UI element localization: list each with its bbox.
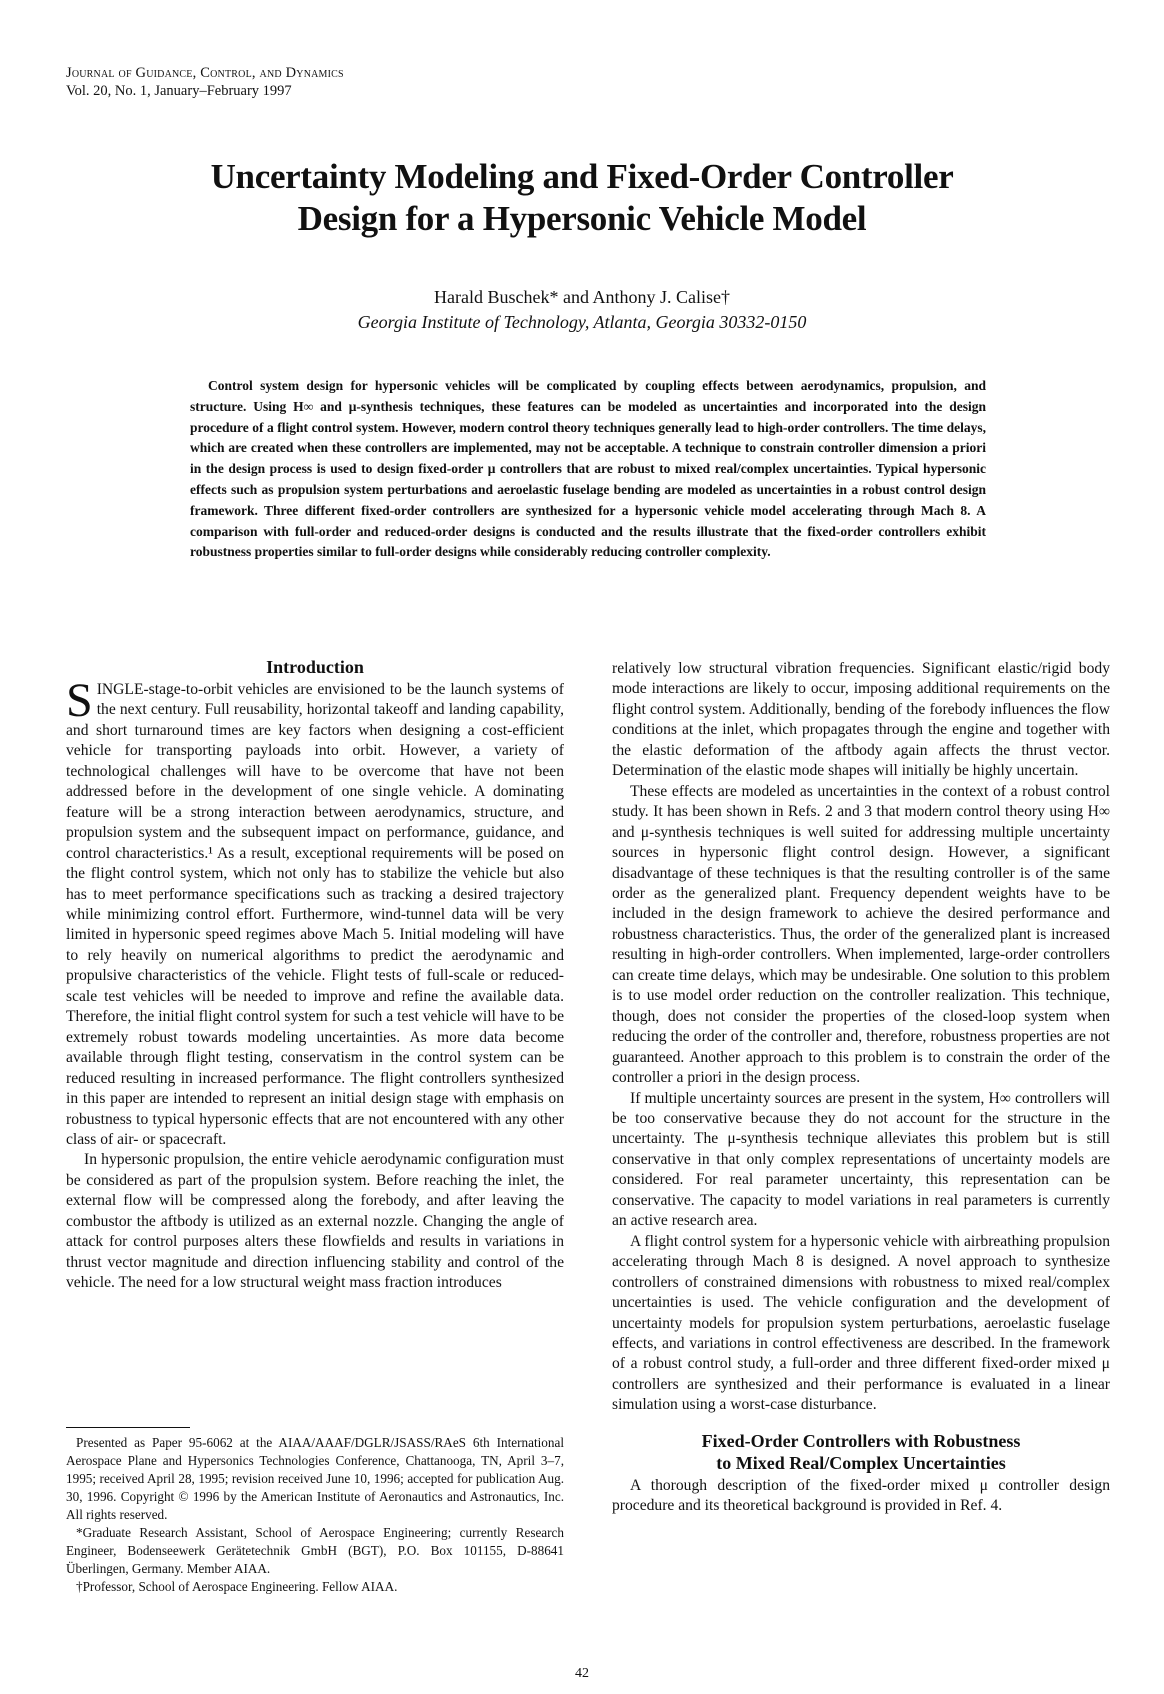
section-2-heading xyxy=(612,1430,1110,1474)
drop-cap: S xyxy=(66,674,93,727)
left-column xyxy=(66,656,564,1294)
author-names: Harald Buschek* and Anthony J. Calise† xyxy=(434,287,730,307)
right-paragraph-3: If multiple uncertainty sources are present in the system, H∞ controllers will be too conservative because they do not account for the structure in the uncertainty. The μ-synthesis technique alleviates this problem but is still conservative in that only complex representations of uncertainty models are considered. For real parameter uncertainty, this representation can be conservative. The capacity to model variations in real parameters is currently an active research area. xyxy=(612,1089,1110,1230)
journal-header xyxy=(66,64,344,100)
page-number: 42 xyxy=(575,1666,589,1681)
title-line-1: Uncertainty Modeling and Fixed-Order Controller xyxy=(210,157,954,196)
right-paragraph-2: These effects are modeled as uncertainties in the context of a robust control study. It has been shown in Refs. 2 and 3 that modern control theory using H∞ and μ-synthesis techniques is well suited for addressing multiple uncertainty sources in hypersonic flight control design. However, a significant disadvantage of these techniques is that the resulting controller is of the same order as the generalized plant. Frequency dependent weights have to be included in the design framework to achieve the desired performance and robustness characteristics. Thus, the order of the generalized plant is increased resulting in high-order controllers. When implemented, large-order controllers can create time delays, which may be undesirable. One solution to this problem is to use model order reduction on the controller realization. This technique, though, does not consider the properties of the closed-loop system when reducing the order of the controller and, therefore, robustness properties are not guaranteed. Another approach to this problem is to constrain the order of the controller a priori in the design process. xyxy=(612,782,1110,1087)
footnote-author-2: †Professor, School of Aerospace Engineering. Fellow AIAA. xyxy=(76,1579,398,1594)
intro-paragraph-1-text: INGLE-stage-to-orbit vehicles are envisioned to be the launch systems of the next century. Full reusability, horizontal takeoff and landing capability, and short turnaround times are key factors when designing a cost-efficient vehicle for transporting payloads into orbit. However, a variety of technological challenges will have to be overcome that have not been addressed before in the development of one single vehicle. A dominating feature will be a strong interaction between aerodynamics, structure, and propulsion system and the subsequent impact on performance, guidance, and control characteristics.¹ As a result, exceptional requirements will be posed on the flight control system, which not only has to stabilize the vehicle but also has to meet performance specifications such as tracking a desired trajectory while minimizing control effort. Furthermore, wind-tunnel data will be very limited in hypersonic speed regimes above Mach 5. Initial modeling will have to rely heavily on numerical algorithms to predict the aerodynamic and propulsive characteristics of the vehicle. Flight tests of full-scale or reduced-scale test vehicles will be needed to improve and refine the available data. Therefore, the initial flight control system for such a test vehicle will have to be extremely robust towards modeling uncertainties. As more data become available through flight testing, conservatism in the control system can be reduced resulting in increased performance. The flight controllers synthesized in this paper are intended to represent an initial design stage with emphasis on robustness to typical hypersonic effects that are not encountered with any other class of air- or spacecraft. xyxy=(66,681,564,1148)
journal-volume: Vol. 20, No. 1, January–February 1997 xyxy=(66,83,292,99)
author-affiliation: Georgia Institute of Technology, Atlanta, Georgia 30332-0150 xyxy=(357,312,807,332)
footnote-author-1: *Graduate Research Assistant, School of Aerospace Engineering; currently Research Engineer, Bodenseewerk Gerätetechnik GmbH (BGT), P.O. Box 101155, D-88641 Überlingen, Germany. Member AIAA. xyxy=(66,1525,564,1576)
section-2-heading-line-2: to Mixed Real/Complex Uncertainties xyxy=(716,1452,1006,1473)
right-paragraph-5: A thorough description of the fixed-order mixed μ controller design procedure and its theoretical background is provided in Ref. 4. xyxy=(612,1476,1110,1515)
right-column xyxy=(612,659,1110,1517)
right-paragraph-1: relatively low structural vibration frequencies. Significant elastic/rigid body mode interactions are likely to occur, imposing additional requirements on the flight control system. Additionally, bending of the forebody influences the flow conditions at the inlet, which propagates through the engine and together with the elastic deformation of the aftbody again affects the thrust vector. Determination of the elastic mode shapes will initially be highly uncertain. xyxy=(612,660,1110,780)
intro-paragraph-2: In hypersonic propulsion, the entire vehicle aerodynamic configuration must be considered as part of the propulsion system. Before reaching the inlet, the external flow will be compressed along the forebody, and after leaving the combustor the aftbody is utilized as an external nozzle. Changing the angle of attack for control purposes alters these flowfields and results in variations in thrust vector magnitude and direction influencing stability and control of the vehicle. The need for a low structural weight mass fraction introduces xyxy=(66,1151,564,1292)
footnotes xyxy=(66,1434,564,1596)
intro-paragraph-1 xyxy=(66,674,564,1150)
introduction-heading: Introduction xyxy=(266,657,364,677)
journal-name: Journal of Guidance, Control, and Dynamics xyxy=(66,65,344,81)
title-line-2: Design for a Hypersonic Vehicle Model xyxy=(297,199,867,238)
abstract: Control system design for hypersonic vehicles will be complicated by coupling effects between aerodynamics, propulsion, and structure. Using H∞ and μ-synthesis techniques, these features can be modeled as uncertainties and incorporated into the design procedure of a flight control system. However, modern control theory techniques generally lead to high-order controllers. The time delays, which are created when these controllers are implemented, may not be acceptable. A technique to constrain controller dimension a priori in the design process is used to design fixed-order μ controllers that are robust to mixed real/complex uncertainties. Typical hypersonic effects such as propulsion system perturbations and aeroelastic fuselage bending are modeled as uncertainties in a robust control design framework. Three different fixed-order controllers are synthesized for a hypersonic vehicle model accelerating through Mach 8. A comparison with full-order and reduced-order designs is conducted and the results illustrate that the fixed-order controllers exhibit robustness properties similar to full-order designs while considerably reducing controller complexity. xyxy=(190,378,986,560)
footnote-presentation: Presented as Paper 95-6062 at the AIAA/AAAF/DGLR/JSASS/RAeS 6th International Aerospace Plane and Hypersonics Technologies Conference, Chattanooga, TN, April 3–7, 1995; received April 28, 1995; revision received June 10, 1996; accepted for publication Aug. 30, 1996. Copyright © 1996 by the American Institute of Aeronautics and Astronautics, Inc. All rights reserved. xyxy=(66,1435,564,1522)
right-paragraph-4: A flight control system for a hypersonic vehicle with airbreathing propulsion accelerating through Mach 8 is designed. A novel approach to synthesize controllers of constrained dimensions with robustness to mixed real/complex uncertainties is used. The vehicle configuration and the development of uncertainty models for propulsion system perturbations, aeroelastic fuselage effects, and variations in control effectiveness are described. In the framework of a robust control study, a full-order and three different fixed-order mixed μ controllers are synthesized and their performance is evaluated in a linear simulation using a worst-case disturbance. xyxy=(612,1232,1110,1414)
section-2-heading-line-1: Fixed-Order Controllers with Robustness xyxy=(701,1430,1021,1451)
paper-title xyxy=(120,156,1044,240)
footnote-rule xyxy=(66,1427,190,1428)
